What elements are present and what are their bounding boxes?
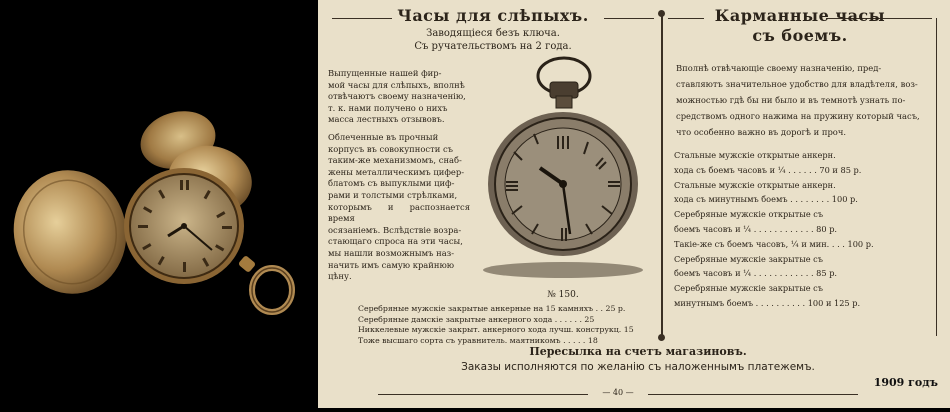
- left-title: Часы для слѣпыхъ.: [397, 6, 589, 25]
- right-price-line: боемъ часовъ и ¼ . . . . . . . . . . . . 85 р.: [674, 268, 838, 279]
- left-text-line: мой часы для слѣпыхъ, вполнѣ: [328, 79, 465, 90]
- right-price-line: боемъ часовъ и ¼ . . . . . . . . . . . . 80 р.: [674, 224, 838, 234]
- left-text-line: стающаго спроса на эти часы,: [328, 236, 463, 247]
- orders-note: Заказы исполняются по желанiю съ наложеннымъ платежемъ.: [461, 361, 815, 373]
- right-text-line: средствомъ одного нажима на пружину который часъ,: [676, 111, 920, 121]
- pocket-watch-illustration: [0, 0, 318, 408]
- right-text-line: можностью гдѣ бы ни было и въ темнотѣ узнать по-: [676, 95, 906, 105]
- left-text-line: начить имъ самую крайнюю: [328, 259, 455, 270]
- left-text-line: жены металлическимъ цифер-: [328, 166, 465, 177]
- right-price-line: Серебряные мужскiе закрытые съ: [674, 283, 823, 294]
- right-price-line: Стальные мужскiе открытые анкерн.: [674, 179, 836, 190]
- divider-ornament-bottom: [658, 334, 665, 341]
- left-description: [328, 68, 470, 283]
- catalog-page: [318, 0, 950, 408]
- right-price-line: Серебряные мужскiе закрытые съ: [674, 253, 823, 264]
- footer-rule-left: [378, 394, 598, 395]
- right-price-line: Стальные мужскiе открытые анкерн.: [674, 150, 836, 160]
- right-price-line: Такiе-же съ боемъ часовъ, ¼ и мин. . . . 100 р.: [674, 238, 874, 249]
- left-text-line: Выпущенные нашей фир-: [328, 68, 442, 78]
- left-price-line: Серебряные мужскiе закрытые анкерные на 15 камняхъ . . 25 р.: [358, 304, 626, 313]
- pocket-watch-photo: [0, 0, 318, 408]
- right-description: [676, 60, 928, 140]
- right-title-2: съ боемъ.: [752, 26, 848, 45]
- right-text-line: Вполнѣ отвѣчающiе своему назначенiю, пред-: [676, 63, 882, 73]
- left-text-line: т. к. нами получено о нихъ: [328, 102, 448, 113]
- left-text-line: блатомъ съ выпуклыми циф-: [328, 178, 455, 189]
- left-price-line: Никкелевые мужскiе закрыт. анкерного хода лучш. конструкц. 15: [358, 325, 634, 334]
- right-text-line: ставляютъ значительное удобство для владѣтеля, воз-: [676, 79, 918, 89]
- left-price-line: Серебряные дамскiе закрытые анкерного хода . . . . . . 25: [358, 314, 595, 324]
- right-title-1: Карманные часы: [714, 6, 886, 25]
- right-price-line: минутнымъ боемъ . . . . . . . . . . 100 и 125 р.: [674, 298, 861, 308]
- figure-number: № 150.: [547, 290, 579, 300]
- left-text-line: масса лестныхъ отзывовъ.: [328, 114, 445, 125]
- right-price-line: хода съ боемъ часовъ и ¼ . . . . . . 70 и 85 р.: [674, 164, 862, 175]
- engraved-watch-figure: [478, 56, 648, 282]
- left-text-line: цѣну.: [328, 271, 352, 282]
- right-price-line: хода съ минутнымъ боемъ . . . . . . . . 100 р.: [674, 194, 858, 205]
- left-text-line: отвѣчаютъ своему назначенiю,: [328, 91, 466, 102]
- left-text-line: мы нашли возможнымъ наз-: [328, 247, 455, 258]
- right-price-line: Серебряные мужскiе открытые съ: [674, 209, 824, 220]
- page-number: — 40 —: [588, 388, 648, 397]
- right-text-line: что особенно важно въ дорогѣ и проч.: [676, 127, 847, 137]
- left-text-line: которымъ и распознается время: [328, 201, 470, 224]
- shipping-note: Пересылка на счетъ магазиновъ.: [529, 345, 747, 358]
- left-subtitle-1: Заводящiеся безъ ключа.: [426, 28, 560, 39]
- left-subtitle-2: Съ ручательствомъ на 2 года.: [414, 41, 572, 52]
- footer-rule-right: [638, 394, 858, 395]
- left-text-line: корпусъ въ совокупности съ: [328, 143, 453, 154]
- left-price-line: Тоже высшаго сорта съ уравнитель. маятникомъ . . . . . 18: [358, 335, 598, 345]
- column-divider: [661, 14, 663, 336]
- divider-ornament-top: [658, 10, 665, 17]
- left-text-line: осязанiемъ. Вслѣдствiе возра-: [328, 224, 462, 235]
- year-stamp: 1909 годъ: [873, 376, 938, 389]
- right-column-rule: [936, 18, 937, 336]
- engraved-watch-drawing: [478, 56, 648, 282]
- left-text-line: рами и толстыми стрѣлками,: [328, 189, 458, 200]
- left-text-line: таким-же механизмомъ, снаб-: [328, 155, 462, 166]
- left-text-line: Облеченные въ прочный: [328, 131, 439, 142]
